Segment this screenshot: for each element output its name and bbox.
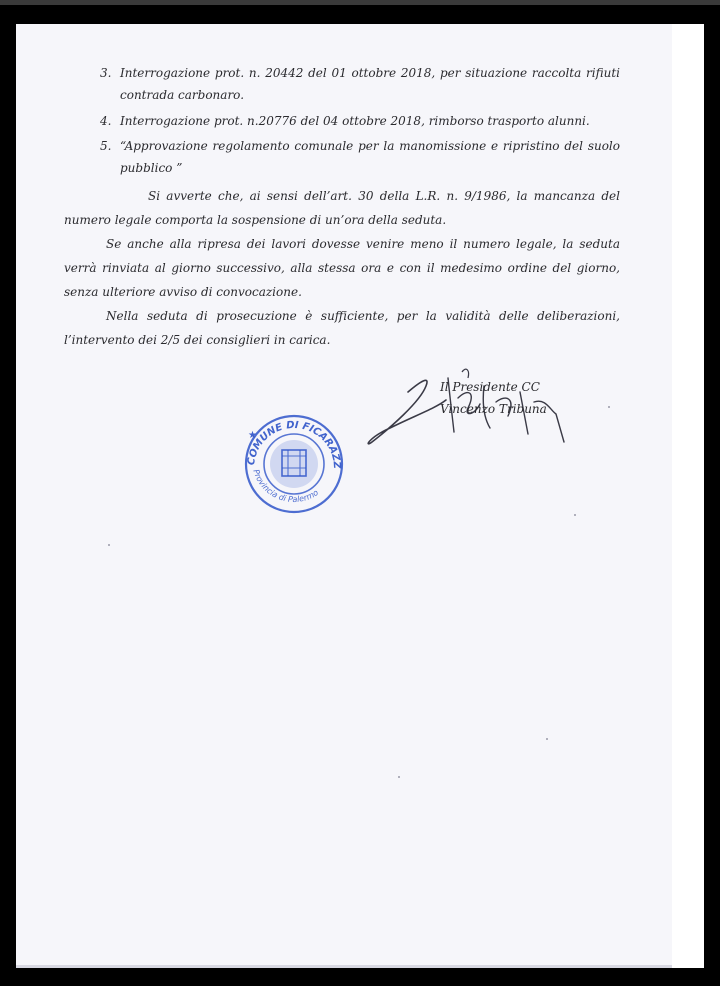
document-page <box>16 24 672 968</box>
official-stamp <box>238 408 350 520</box>
stamp-top-text: COMUNE DI FICARAZZ <box>246 419 343 470</box>
paragraph-adjournment: Se anche alla ripresa dei lavori dovesse venire meno il numero legale, la seduta verrà rinviata al giorno successivo, alla stessa ora e con il medesimo ordine del giorno, senza ulteriore avviso di convocazione. <box>64 237 620 299</box>
signatory-role: Il Presidente CC <box>440 380 540 394</box>
star-icon: ★ <box>248 430 257 441</box>
paragraph-quorum-notice: Si avverte che, ai sensi dell’art. 30 della L.R. n. 9/1986, la mancanza del numero legale comporta la sospensione di un’ora della seduta. <box>64 189 620 227</box>
scan-speck <box>608 406 610 408</box>
viewer-top-bar <box>0 0 720 5</box>
agenda-item-number: 5. <box>100 139 112 153</box>
agenda-item-5 <box>100 135 620 179</box>
agenda-item-text: “Approvazione regolamento comunale per la manomissione e ripristino del suolo pubblico ” <box>120 139 620 175</box>
page-content <box>16 24 672 968</box>
agenda-item-number: 3. <box>100 66 112 80</box>
signature-block <box>440 376 547 420</box>
paragraph-continuation: Nella seduta di prosecuzione è sufficiente, per la validità delle deliberazioni, l’intervento dei 2/5 dei consiglieri in carica. <box>64 309 620 347</box>
agenda-item-number: 4. <box>100 114 112 128</box>
stamp-bottom-text: Provincia di Palermo <box>251 468 321 505</box>
page-bottom-edge <box>16 965 672 968</box>
agenda-item-text: Interrogazione prot. n.20776 del 04 ottobre 2018, rimborso trasporto alunni. <box>120 114 590 128</box>
agenda-item-3 <box>100 62 620 106</box>
scan-speck <box>574 514 576 516</box>
scan-speck <box>108 544 110 546</box>
signatory-name: Vincenzo Tribuna <box>440 402 547 416</box>
scan-speck <box>546 738 548 740</box>
agenda-item-text: Interrogazione prot. n. 20442 del 01 ottobre 2018, per situazione raccolta rifiuti contrada carbonaro. <box>120 66 620 102</box>
scan-speck <box>398 776 400 778</box>
agenda-item-4 <box>100 110 620 132</box>
page-edge-margin <box>672 24 704 968</box>
